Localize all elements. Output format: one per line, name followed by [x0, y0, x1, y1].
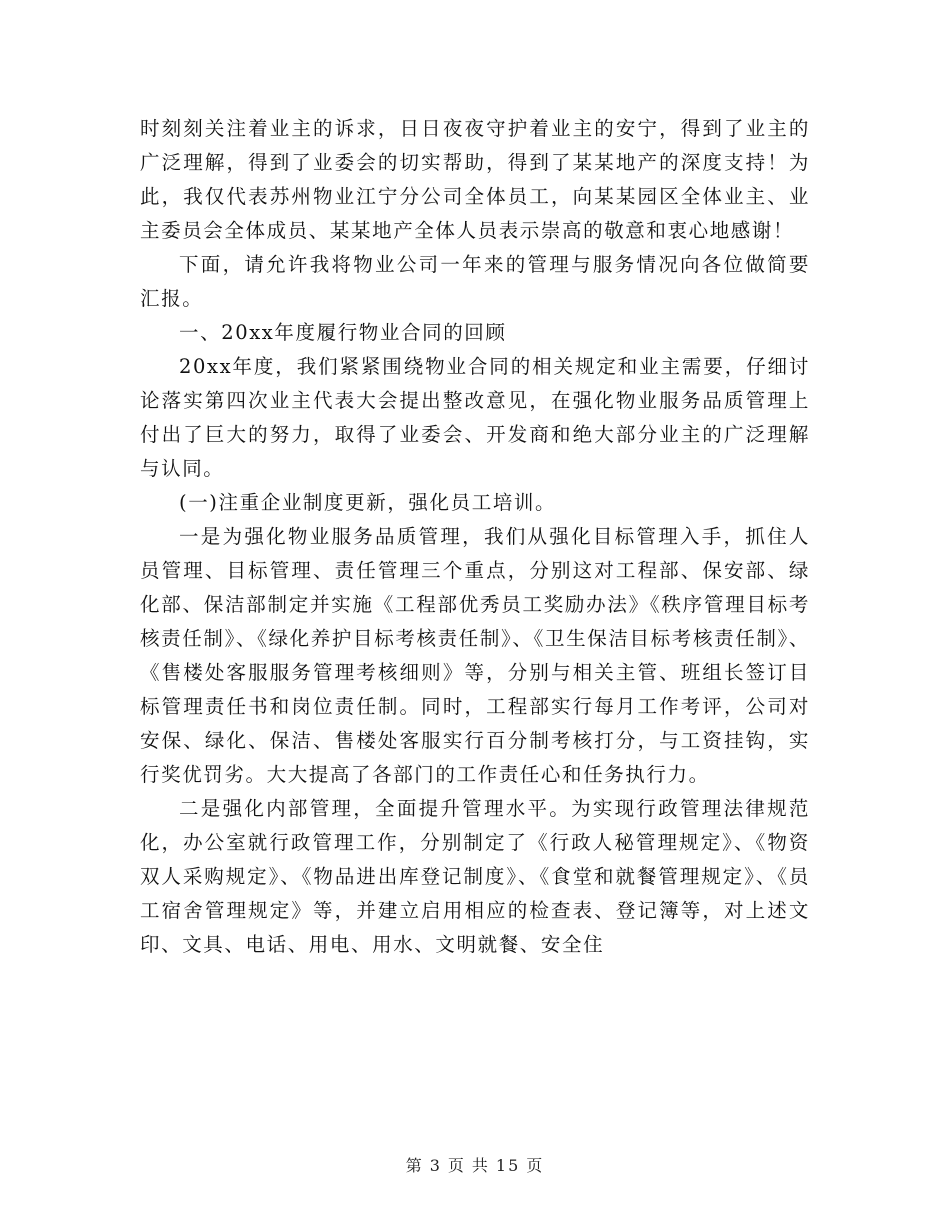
- section-heading-review: 一、20xx年度履行物业合同的回顾: [179, 321, 507, 344]
- footer-current-page: 3: [429, 1156, 442, 1175]
- footer-total-pages: 15: [495, 1156, 521, 1175]
- paragraph-report-intro: 下面，请允许我将物业公司一年来的管理与服务情况向各位做简要汇报。: [140, 253, 810, 310]
- paragraph-point-one: 一是为强化物业服务品质管理，我们从强化目标管理入手，抓住人员管理、目标管理、责任管理三个重点，分别这对工程部、保安部、绿化部、保洁部制定并实施《工程部优秀员工奖励办法》《秩序管理目标考核责任制》、《绿化养护目标考核责任制》、《卫生保洁目标考核责任制》、《售楼处客服服务管理考核细则》等，分别与相关主管、班组长签订目标管理责任书和岗位责任制。同时，工程部实行每月工作考评，公司对安保、绿化、保洁、售楼处客服实行百分制考核打分，与工资挂钩，实行奖优罚劣。大大提高了各部门的工作责任心和任务执行力。: [140, 525, 810, 786]
- page-footer: [0, 1153, 950, 1176]
- footer-prefix: 第: [405, 1156, 424, 1175]
- footer-page-word: 页: [447, 1156, 466, 1175]
- paragraph-point-two: 二是强化内部管理，全面提升管理水平。为实现行政管理法律规范化，办公室就行政管理工作，分别制定了《行政人秘管理规定》、《物资双人采购规定》、《物品进出库登记制度》、《食堂和就餐管理规定》、《员工宿舍管理规定》等，并建立启用相应的检查表、登记簿等，对上述文印、文具、电话、用电、用水、文明就餐、安全住: [140, 797, 810, 956]
- footer-total-prefix: 共: [471, 1156, 490, 1175]
- document-body: [140, 112, 810, 962]
- paragraph-annual-summary: 20xx年度，我们紧紧围绕物业合同的相关规定和业主需要，仔细讨论落实第四次业主代表大会提出整改意见，在强化物业服务品质管理上付出了巨大的努力，取得了业委会、开发商和绝大部分业主的广泛理解与认同。: [140, 355, 810, 480]
- paragraph-continuation: 时刻刻关注着业主的诉求，日日夜夜守护着业主的安宁，得到了业主的广泛理解，得到了业委会的切实帮助，得到了某某地产的深度支持！为此，我仅代表苏州物业江宁分公司全体员工，向某某园区全体业主、业主委员会全体成员、某某地产全体人员表示崇高的敬意和衷心地感谢！: [140, 117, 810, 242]
- footer-suffix: 页: [526, 1156, 545, 1175]
- subsection-heading-training: (一)注重企业制度更新，强化员工培训。: [179, 491, 557, 514]
